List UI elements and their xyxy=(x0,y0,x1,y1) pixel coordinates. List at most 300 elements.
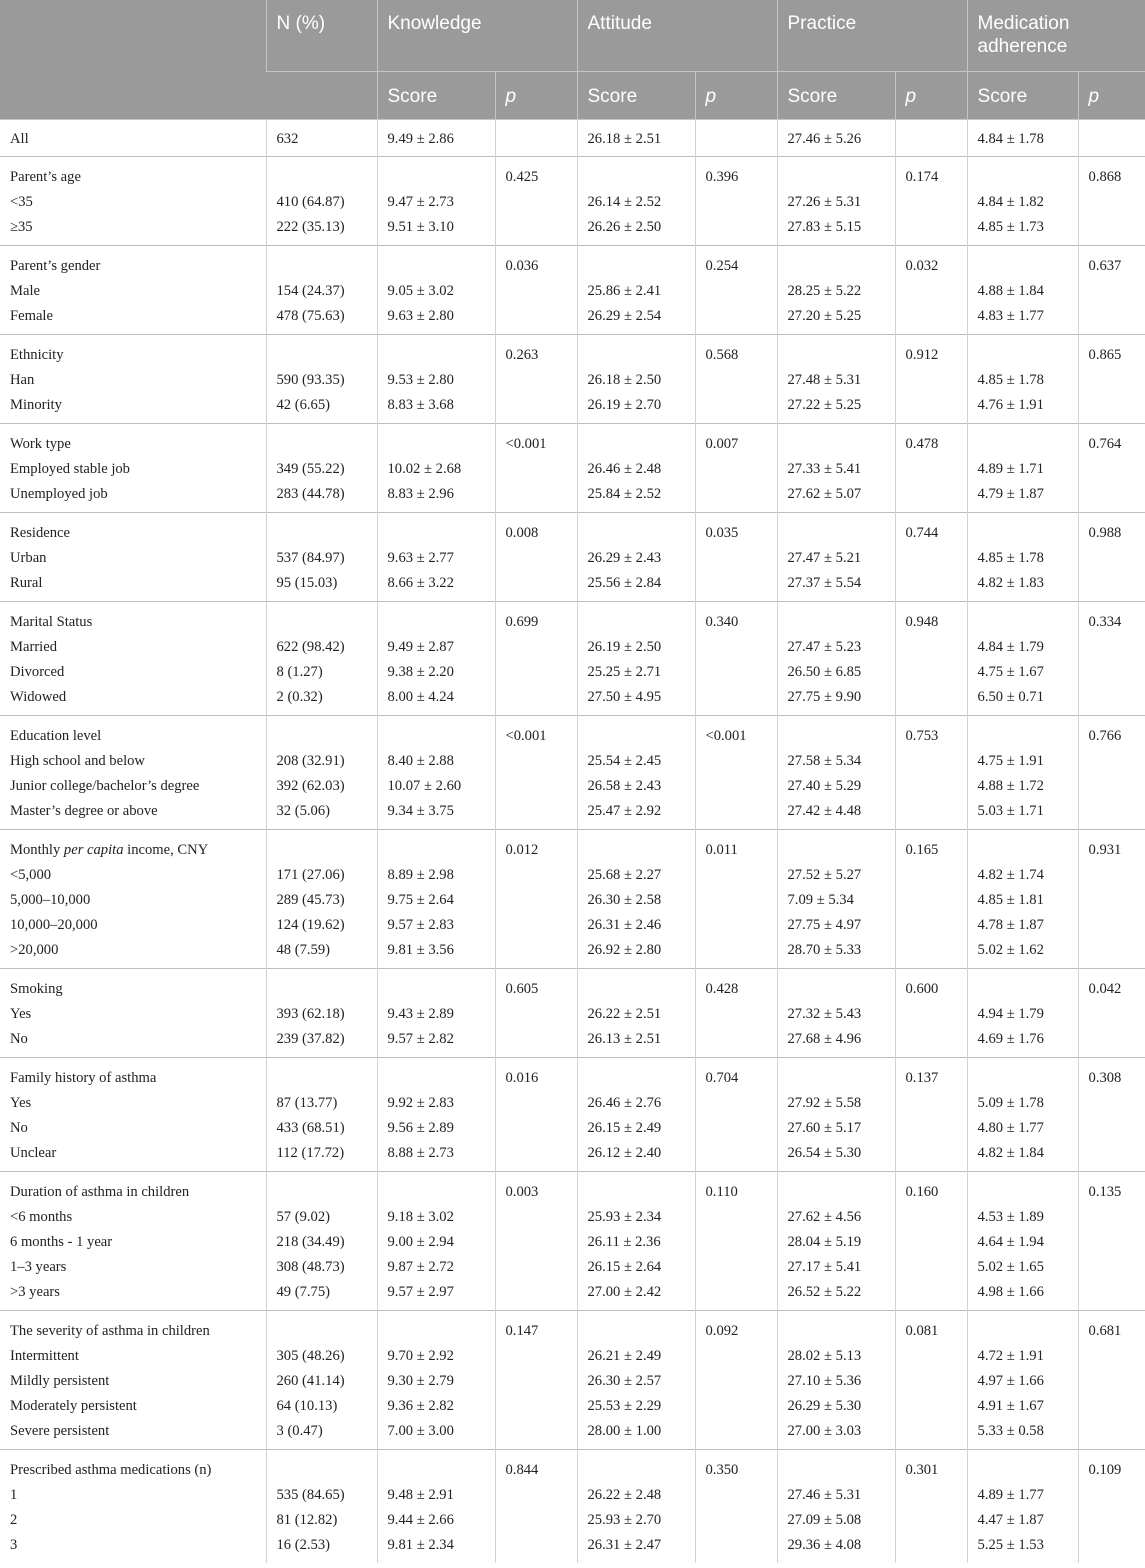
adherence-score: 4.82 ± 1.83 xyxy=(967,571,1078,602)
table-row xyxy=(0,1483,1145,1508)
adherence-p xyxy=(1078,938,1145,969)
practice-p xyxy=(895,1344,967,1369)
row-label: 5,000–10,000 xyxy=(10,891,91,908)
n-cell xyxy=(266,1171,377,1205)
row-label: ≥35 xyxy=(10,218,33,235)
practice-p xyxy=(895,799,967,830)
table-row xyxy=(0,1171,1145,1205)
practice-score: 26.29 ± 5.30 xyxy=(777,1394,895,1419)
attitude-p xyxy=(695,799,777,830)
knowledge-score: 9.47 ± 2.73 xyxy=(377,190,495,215)
attitude-score xyxy=(577,1310,695,1344)
knowledge-score: 9.57 ± 2.82 xyxy=(377,1027,495,1058)
knowledge-score: 9.75 ± 2.64 xyxy=(377,888,495,913)
knowledge-score xyxy=(377,512,495,546)
table-row xyxy=(0,913,1145,938)
n-cell: 392 (62.03) xyxy=(266,774,377,799)
practice-score: 28.70 ± 5.33 xyxy=(777,938,895,969)
knowledge-p xyxy=(495,863,577,888)
adherence-p: 0.135 xyxy=(1078,1171,1145,1205)
knowledge-p xyxy=(495,190,577,215)
knowledge-score: 9.38 ± 2.20 xyxy=(377,660,495,685)
knowledge-p xyxy=(495,1280,577,1311)
adherence-score: 4.79 ± 1.87 xyxy=(967,482,1078,513)
n-cell xyxy=(266,968,377,1002)
practice-p xyxy=(895,660,967,685)
adherence-score: 4.98 ± 1.66 xyxy=(967,1280,1078,1311)
row-label: <5,000 xyxy=(10,866,52,883)
row-label: Rural xyxy=(10,574,43,591)
row-label: 3 xyxy=(10,1536,18,1553)
header-knowledge: Knowledge xyxy=(377,0,577,71)
attitude-score: 26.58 ± 2.43 xyxy=(577,774,695,799)
attitude-p: 0.110 xyxy=(695,1171,777,1205)
attitude-score: 27.00 ± 2.42 xyxy=(577,1280,695,1311)
n-cell: 349 (55.22) xyxy=(266,457,377,482)
row-label: No xyxy=(10,1030,28,1047)
table-row xyxy=(0,546,1145,571)
row-label: <6 months xyxy=(10,1208,73,1225)
knowledge-p xyxy=(495,482,577,513)
table-row xyxy=(0,749,1145,774)
attitude-score: 25.25 ± 2.71 xyxy=(577,660,695,685)
knowledge-score xyxy=(377,1449,495,1483)
practice-p: 0.081 xyxy=(895,1310,967,1344)
practice-score xyxy=(777,1057,895,1091)
practice-score: 28.25 ± 5.22 xyxy=(777,279,895,304)
group-label: Residence xyxy=(10,524,70,541)
table-group xyxy=(0,715,1145,829)
n-cell: 208 (32.91) xyxy=(266,749,377,774)
adherence-score: 4.64 ± 1.94 xyxy=(967,1230,1078,1255)
group-label: All xyxy=(10,130,29,147)
knowledge-p xyxy=(495,1255,577,1280)
knowledge-p: <0.001 xyxy=(495,715,577,749)
practice-score: 27.92 ± 5.58 xyxy=(777,1091,895,1116)
n-cell: 218 (34.49) xyxy=(266,1230,377,1255)
adherence-p xyxy=(1078,119,1145,156)
knowledge-p xyxy=(495,938,577,969)
n-cell xyxy=(266,245,377,279)
n-cell: 478 (75.63) xyxy=(266,304,377,335)
knowledge-p xyxy=(495,774,577,799)
knowledge-p xyxy=(495,799,577,830)
group-label: Duration of asthma in children xyxy=(10,1183,190,1200)
adherence-p xyxy=(1078,1419,1145,1450)
attitude-p xyxy=(695,1091,777,1116)
attitude-p: 0.011 xyxy=(695,829,777,863)
adherence-score: 4.47 ± 1.87 xyxy=(967,1508,1078,1533)
table-row xyxy=(0,888,1145,913)
n-cell: 535 (84.65) xyxy=(266,1483,377,1508)
adherence-p xyxy=(1078,368,1145,393)
practice-p: 0.301 xyxy=(895,1449,967,1483)
n-cell xyxy=(266,1057,377,1091)
attitude-score: 25.53 ± 2.29 xyxy=(577,1394,695,1419)
table-row xyxy=(0,1141,1145,1172)
table-group xyxy=(0,1057,1145,1171)
adherence-p xyxy=(1078,1002,1145,1027)
practice-score: 27.47 ± 5.21 xyxy=(777,546,895,571)
practice-p xyxy=(895,1027,967,1058)
practice-score xyxy=(777,156,895,190)
practice-p xyxy=(895,1369,967,1394)
attitude-score: 26.11 ± 2.36 xyxy=(577,1230,695,1255)
table-row xyxy=(0,1116,1145,1141)
group-label xyxy=(0,829,266,863)
table-row xyxy=(0,938,1145,969)
attitude-score: 26.26 ± 2.50 xyxy=(577,215,695,246)
attitude-score: 26.15 ± 2.49 xyxy=(577,1116,695,1141)
attitude-score xyxy=(577,156,695,190)
knowledge-p xyxy=(495,1116,577,1141)
attitude-p xyxy=(695,368,777,393)
n-cell: 16 (2.53) xyxy=(266,1533,377,1563)
adherence-score: 4.97 ± 1.66 xyxy=(967,1369,1078,1394)
row-label: 1–3 years xyxy=(10,1258,67,1275)
header-n: N (%) xyxy=(266,0,377,71)
header-attitude-p: p xyxy=(695,71,777,119)
practice-score xyxy=(777,1310,895,1344)
attitude-p: 0.428 xyxy=(695,968,777,1002)
adherence-p xyxy=(1078,685,1145,716)
practice-p xyxy=(895,774,967,799)
adherence-score: 4.53 ± 1.89 xyxy=(967,1205,1078,1230)
adherence-p: 0.637 xyxy=(1078,245,1145,279)
row-label: Employed stable job xyxy=(10,460,130,477)
attitude-p: 0.254 xyxy=(695,245,777,279)
row-label: Married xyxy=(10,638,58,655)
attitude-p: 0.350 xyxy=(695,1449,777,1483)
header-adherence-score: Score xyxy=(967,71,1078,119)
knowledge-p xyxy=(495,913,577,938)
practice-score xyxy=(777,423,895,457)
practice-p xyxy=(895,368,967,393)
table-group xyxy=(0,1310,1145,1449)
group-label: Prescribed asthma medications (n) xyxy=(10,1461,212,1478)
knowledge-score: 9.05 ± 3.02 xyxy=(377,279,495,304)
knowledge-p xyxy=(495,888,577,913)
table-row xyxy=(0,1394,1145,1419)
adherence-p: 0.109 xyxy=(1078,1449,1145,1483)
row-label: Han xyxy=(10,371,35,388)
practice-p xyxy=(895,888,967,913)
practice-score: 27.22 ± 5.25 xyxy=(777,393,895,424)
attitude-score: 26.31 ± 2.46 xyxy=(577,913,695,938)
practice-score: 27.20 ± 5.25 xyxy=(777,304,895,335)
knowledge-p xyxy=(495,1091,577,1116)
knowledge-p xyxy=(495,1027,577,1058)
practice-score xyxy=(777,968,895,1002)
attitude-score xyxy=(577,829,695,863)
attitude-p xyxy=(695,660,777,685)
row-label: 10,000–20,000 xyxy=(10,916,98,933)
knowledge-p xyxy=(495,393,577,424)
group-label: Marital Status xyxy=(10,613,93,630)
practice-score: 26.54 ± 5.30 xyxy=(777,1141,895,1172)
table-row xyxy=(0,368,1145,393)
attitude-score: 26.29 ± 2.43 xyxy=(577,546,695,571)
attitude-score: 26.19 ± 2.50 xyxy=(577,635,695,660)
group-label: The severity of asthma in children xyxy=(10,1322,210,1339)
knowledge-score: 9.63 ± 2.77 xyxy=(377,546,495,571)
attitude-p xyxy=(695,393,777,424)
adherence-score: 4.85 ± 1.73 xyxy=(967,215,1078,246)
table-row xyxy=(0,156,1145,190)
n-cell xyxy=(266,601,377,635)
table-row xyxy=(0,304,1145,335)
practice-p xyxy=(895,1394,967,1419)
n-cell: 112 (17.72) xyxy=(266,1141,377,1172)
adherence-p xyxy=(1078,1091,1145,1116)
adherence-score: 5.03 ± 1.71 xyxy=(967,799,1078,830)
n-cell: 48 (7.59) xyxy=(266,938,377,969)
row-label: Widowed xyxy=(10,688,67,705)
adherence-score: 5.25 ± 1.53 xyxy=(967,1533,1078,1563)
knowledge-p xyxy=(495,1205,577,1230)
attitude-p xyxy=(695,1508,777,1533)
practice-score: 27.52 ± 5.27 xyxy=(777,863,895,888)
header-practice: Practice xyxy=(777,0,967,71)
attitude-score xyxy=(577,423,695,457)
practice-score: 26.50 ± 6.85 xyxy=(777,660,895,685)
knowledge-p xyxy=(495,1344,577,1369)
row-label: Unclear xyxy=(10,1144,57,1161)
knowledge-score: 9.44 ± 2.66 xyxy=(377,1508,495,1533)
attitude-p xyxy=(695,863,777,888)
attitude-p xyxy=(695,215,777,246)
n-cell: 283 (44.78) xyxy=(266,482,377,513)
knowledge-score xyxy=(377,423,495,457)
table-row xyxy=(0,685,1145,716)
n-cell xyxy=(266,334,377,368)
table-group xyxy=(0,119,1145,156)
knowledge-p xyxy=(495,457,577,482)
attitude-score: 28.00 ± 1.00 xyxy=(577,1419,695,1450)
adherence-p: 0.334 xyxy=(1078,601,1145,635)
knowledge-score: 9.30 ± 2.79 xyxy=(377,1369,495,1394)
practice-p xyxy=(895,1483,967,1508)
adherence-score: 6.50 ± 0.71 xyxy=(967,685,1078,716)
adherence-p xyxy=(1078,1508,1145,1533)
attitude-p: 0.035 xyxy=(695,512,777,546)
practice-score: 27.60 ± 5.17 xyxy=(777,1116,895,1141)
table-group xyxy=(0,245,1145,334)
practice-score: 27.47 ± 5.23 xyxy=(777,635,895,660)
attitude-score: 26.46 ± 2.48 xyxy=(577,457,695,482)
practice-score: 27.46 ± 5.26 xyxy=(777,119,895,156)
knowledge-p xyxy=(495,1369,577,1394)
table-row xyxy=(0,1091,1145,1116)
attitude-p xyxy=(695,571,777,602)
adherence-p xyxy=(1078,304,1145,335)
table-row xyxy=(0,1369,1145,1394)
practice-p xyxy=(895,938,967,969)
adherence-p xyxy=(1078,571,1145,602)
practice-score: 27.17 ± 5.41 xyxy=(777,1255,895,1280)
adherence-p: 0.042 xyxy=(1078,968,1145,1002)
attitude-score: 26.18 ± 2.50 xyxy=(577,368,695,393)
table-group xyxy=(0,156,1145,245)
n-cell: 42 (6.65) xyxy=(266,393,377,424)
n-cell: 171 (27.06) xyxy=(266,863,377,888)
attitude-p: 0.568 xyxy=(695,334,777,368)
adherence-p xyxy=(1078,863,1145,888)
adherence-score: 4.88 ± 1.84 xyxy=(967,279,1078,304)
practice-p xyxy=(895,1116,967,1141)
table-row xyxy=(0,799,1145,830)
table-row xyxy=(0,1255,1145,1280)
knowledge-p: 0.016 xyxy=(495,1057,577,1091)
adherence-score xyxy=(967,1310,1078,1344)
attitude-p xyxy=(695,1280,777,1311)
practice-score xyxy=(777,1449,895,1483)
practice-p xyxy=(895,1255,967,1280)
group-label: Ethnicity xyxy=(10,346,64,363)
n-cell: 305 (48.26) xyxy=(266,1344,377,1369)
n-cell: 537 (84.97) xyxy=(266,546,377,571)
practice-score: 27.09 ± 5.08 xyxy=(777,1508,895,1533)
attitude-p xyxy=(695,1419,777,1450)
table-row xyxy=(0,635,1145,660)
knowledge-score: 9.81 ± 2.34 xyxy=(377,1533,495,1563)
n-cell: 124 (19.62) xyxy=(266,913,377,938)
adherence-score: 4.82 ± 1.84 xyxy=(967,1141,1078,1172)
practice-p xyxy=(895,457,967,482)
n-cell: 622 (98.42) xyxy=(266,635,377,660)
table-row xyxy=(0,1057,1145,1091)
adherence-p xyxy=(1078,1483,1145,1508)
knowledge-score xyxy=(377,334,495,368)
table-row xyxy=(0,715,1145,749)
table-row xyxy=(0,215,1145,246)
row-label: >20,000 xyxy=(10,941,59,958)
adherence-score: 4.78 ± 1.87 xyxy=(967,913,1078,938)
practice-p: 0.912 xyxy=(895,334,967,368)
table-row xyxy=(0,601,1145,635)
practice-p xyxy=(895,913,967,938)
table-row xyxy=(0,482,1145,513)
table-group xyxy=(0,601,1145,715)
practice-score xyxy=(777,512,895,546)
adherence-p xyxy=(1078,1533,1145,1563)
table-row xyxy=(0,457,1145,482)
adherence-p xyxy=(1078,482,1145,513)
table-row xyxy=(0,1508,1145,1533)
row-label: Moderately persistent xyxy=(10,1397,137,1414)
adherence-score xyxy=(967,245,1078,279)
adherence-score xyxy=(967,829,1078,863)
group-label-part: income, CNY xyxy=(123,841,209,858)
adherence-score: 4.85 ± 1.78 xyxy=(967,368,1078,393)
n-cell: 49 (7.75) xyxy=(266,1280,377,1311)
adherence-p: 0.764 xyxy=(1078,423,1145,457)
adherence-score: 4.75 ± 1.67 xyxy=(967,660,1078,685)
n-cell: 95 (15.03) xyxy=(266,571,377,602)
knowledge-score: 8.66 ± 3.22 xyxy=(377,571,495,602)
header-knowledge-score: Score xyxy=(377,71,495,119)
adherence-p xyxy=(1078,546,1145,571)
practice-p xyxy=(895,215,967,246)
knowledge-p xyxy=(495,635,577,660)
adherence-p xyxy=(1078,1205,1145,1230)
table-group xyxy=(0,334,1145,423)
adherence-score xyxy=(967,512,1078,546)
adherence-score xyxy=(967,423,1078,457)
row-label: Severe persistent xyxy=(10,1422,110,1439)
knowledge-score: 9.92 ± 2.83 xyxy=(377,1091,495,1116)
knowledge-score xyxy=(377,245,495,279)
table-row xyxy=(0,334,1145,368)
attitude-p xyxy=(695,119,777,156)
knowledge-score: 8.83 ± 2.96 xyxy=(377,482,495,513)
table-row xyxy=(0,1344,1145,1369)
knowledge-score xyxy=(377,1171,495,1205)
adherence-p xyxy=(1078,1280,1145,1311)
adherence-p xyxy=(1078,190,1145,215)
attitude-p xyxy=(695,888,777,913)
table-row xyxy=(0,393,1145,424)
knowledge-p xyxy=(495,1419,577,1450)
adherence-p xyxy=(1078,913,1145,938)
attitude-p xyxy=(695,457,777,482)
adherence-score: 5.09 ± 1.78 xyxy=(967,1091,1078,1116)
practice-score xyxy=(777,601,895,635)
knowledge-score: 9.18 ± 3.02 xyxy=(377,1205,495,1230)
row-label: Master’s degree or above xyxy=(10,802,158,819)
practice-p xyxy=(895,1091,967,1116)
adherence-score xyxy=(967,1171,1078,1205)
n-cell: 433 (68.51) xyxy=(266,1116,377,1141)
adherence-p xyxy=(1078,457,1145,482)
adherence-p xyxy=(1078,1255,1145,1280)
row-label: Yes xyxy=(10,1005,32,1022)
attitude-p: 0.092 xyxy=(695,1310,777,1344)
attitude-score: 26.31 ± 2.47 xyxy=(577,1533,695,1563)
attitude-p xyxy=(695,1369,777,1394)
adherence-score xyxy=(967,156,1078,190)
knowledge-p: 0.425 xyxy=(495,156,577,190)
attitude-p: 0.340 xyxy=(695,601,777,635)
practice-p: 0.165 xyxy=(895,829,967,863)
attitude-score xyxy=(577,715,695,749)
adherence-score: 4.91 ± 1.67 xyxy=(967,1394,1078,1419)
knowledge-p xyxy=(495,685,577,716)
n-cell: 260 (41.14) xyxy=(266,1369,377,1394)
practice-score: 28.02 ± 5.13 xyxy=(777,1344,895,1369)
row-label: 6 months - 1 year xyxy=(10,1233,113,1250)
adherence-score: 4.84 ± 1.79 xyxy=(967,635,1078,660)
row-label: Mildly persistent xyxy=(10,1372,110,1389)
table-row xyxy=(0,774,1145,799)
knowledge-p: 0.605 xyxy=(495,968,577,1002)
attitude-score xyxy=(577,245,695,279)
attitude-score: 26.22 ± 2.51 xyxy=(577,1002,695,1027)
adherence-p xyxy=(1078,1369,1145,1394)
practice-score: 27.26 ± 5.31 xyxy=(777,190,895,215)
n-cell: 32 (5.06) xyxy=(266,799,377,830)
knowledge-p xyxy=(495,1483,577,1508)
adherence-p xyxy=(1078,888,1145,913)
attitude-p xyxy=(695,1394,777,1419)
table-group xyxy=(0,968,1145,1057)
knowledge-score: 8.40 ± 2.88 xyxy=(377,749,495,774)
group-label-italic: per capita xyxy=(63,841,124,858)
knowledge-p xyxy=(495,546,577,571)
attitude-score: 25.47 ± 2.92 xyxy=(577,799,695,830)
knowledge-score: 7.00 ± 3.00 xyxy=(377,1419,495,1450)
knowledge-p xyxy=(495,279,577,304)
